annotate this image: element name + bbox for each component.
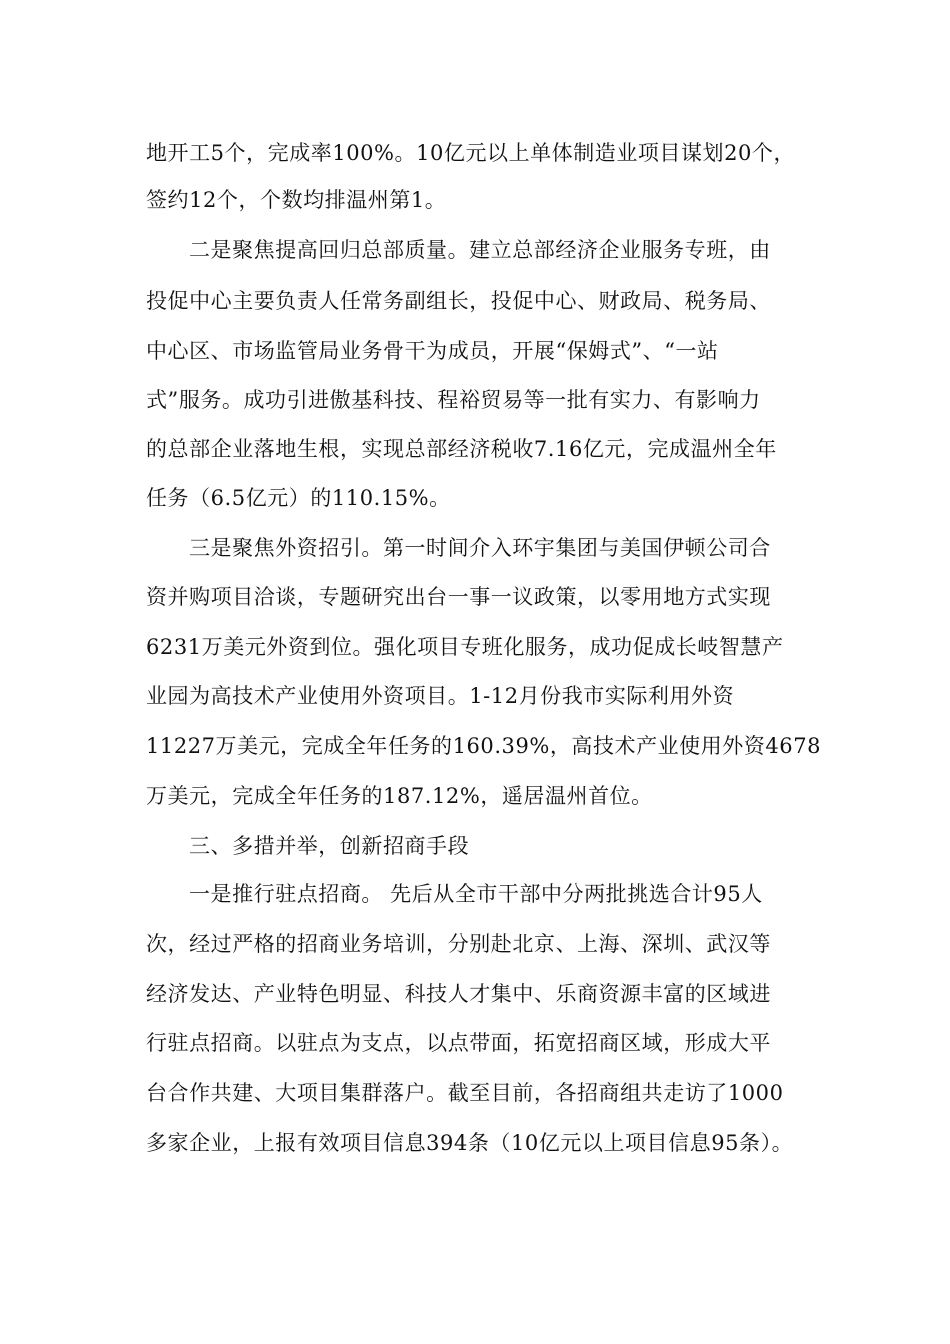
text-line: 任务（6.5亿元）的110.15%。 xyxy=(146,486,451,510)
text-line: 多家企业，上报有效项目信息394条（10亿元以上项目信息95条）。 xyxy=(146,1131,794,1155)
text-line: 行驻点招商。以驻点为支点，以点带面，拓宽招商区域，形成大平 xyxy=(146,1031,771,1055)
text-line: 11227万美元，完成全年任务的160.39%，高技术产业使用外资4678 xyxy=(146,734,822,758)
text-line: 次，经过严格的招商业务培训，分别赴北京、上海、深圳、武汉等 xyxy=(146,932,771,956)
text-line: 业园为高技术产业使用外资项目。1-12月份我市实际利用外资 xyxy=(146,684,735,708)
text-line: 投促中心主要负责人任常务副组长，投促中心、财政局、税务局、 xyxy=(146,289,771,313)
text-line: 一是推行驻点招商。 先后从全市干部中分两批挑选合计95人 xyxy=(189,882,763,906)
text-line: 资并购项目洽谈，专题研究出台一事一议政策，以零用地方式实现 xyxy=(146,585,771,609)
section-heading: 三、多措并举，创新招商手段 xyxy=(189,834,470,858)
text-line: 中心区、市场监管局业务骨干为成员，开展“保姆式”、“一站 xyxy=(146,339,719,363)
text-line: 签约12个，个数均排温州第1。 xyxy=(146,188,447,212)
text-line: 地开工5个，完成率100%。10亿元以上单体制造业项目谋划20个， xyxy=(146,141,795,165)
text-line: 台合作共建、大项目集群落户。截至目前，各招商组共走访了1000 xyxy=(146,1081,784,1105)
text-line: 万美元，完成全年任务的187.12%，遥居温州首位。 xyxy=(146,784,653,808)
text-line: 经济发达、产业特色明显、科技人才集中、乐商资源丰富的区域进 xyxy=(146,982,771,1006)
text-line: 式”服务。成功引进傲基科技、程裕贸易等一批有实力、有影响力 xyxy=(146,388,761,412)
text-line: 三是聚焦外资招引。第一时间介入环宇集团与美国伊顿公司合 xyxy=(189,536,771,560)
text-line: 6231万美元外资到位。强化项目专班化服务，成功促成长岐智慧产 xyxy=(146,635,784,659)
text-line: 的总部企业落地生根，实现总部经济税收7.16亿元，完成温州全年 xyxy=(146,437,777,461)
text-line: 二是聚焦提高回归总部质量。建立总部经济企业服务专班，由 xyxy=(189,238,771,262)
